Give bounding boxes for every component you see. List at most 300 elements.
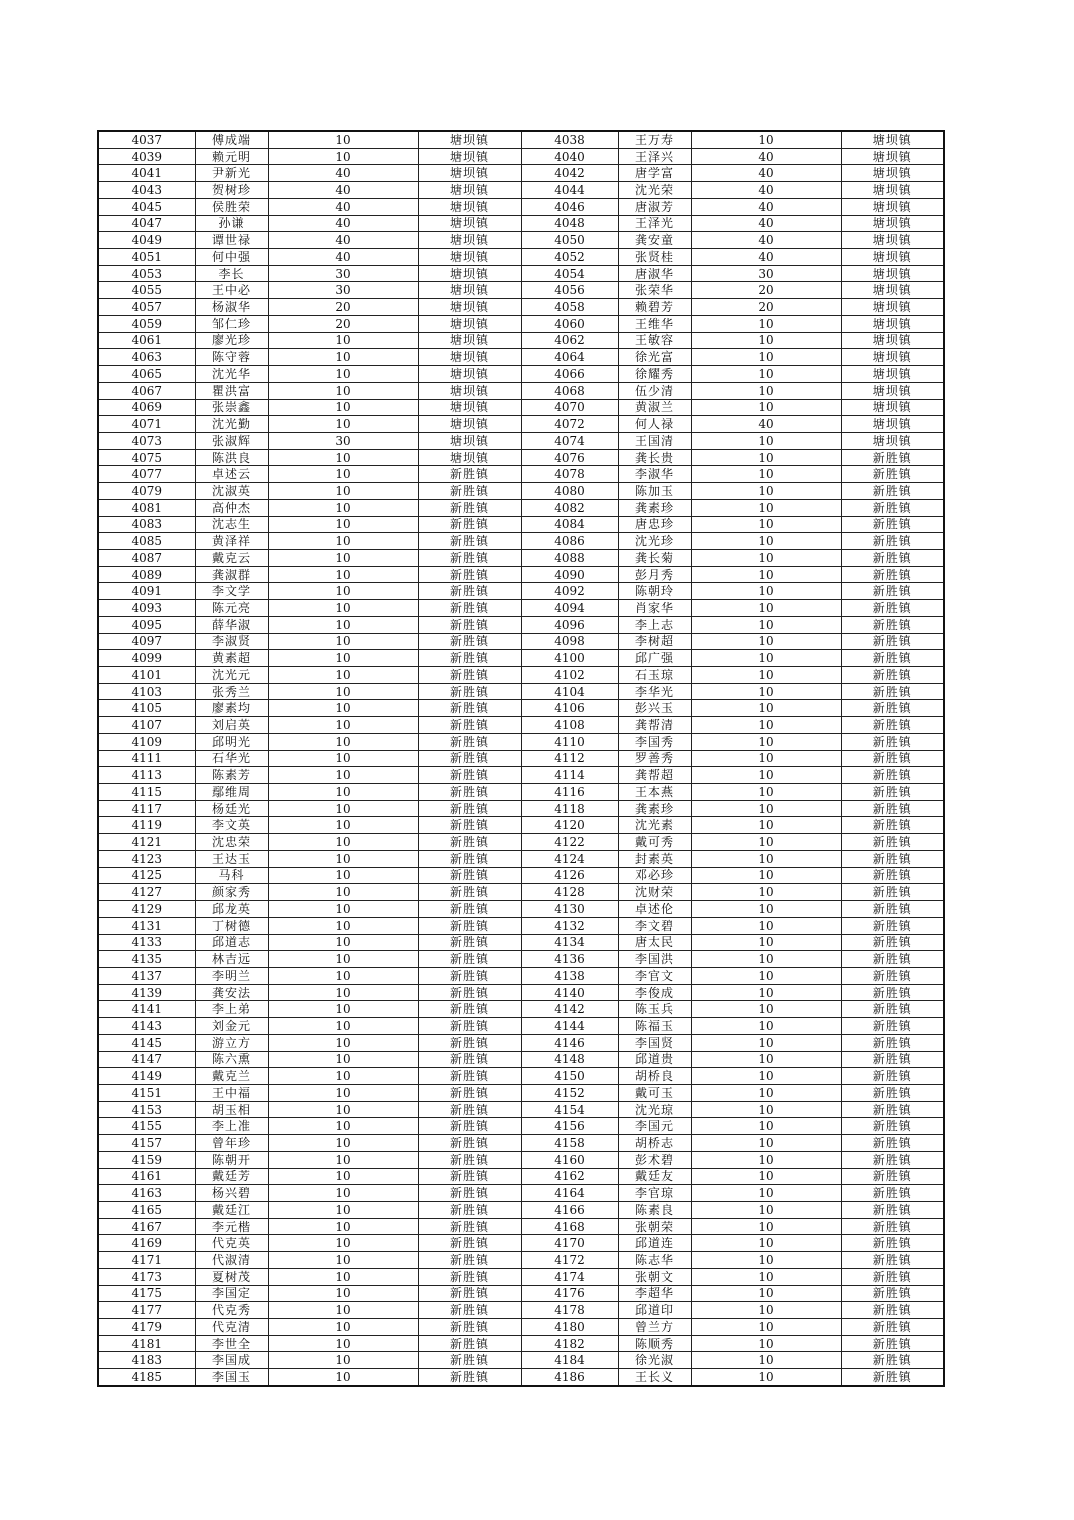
entry-number-cell: 4093 (98, 600, 195, 617)
person-name-cell: 代克英 (195, 1235, 268, 1252)
table-row (98, 399, 944, 416)
amount-cell: 10 (268, 449, 418, 466)
town-name-cell: 塘坝镇 (418, 215, 521, 232)
entry-number-cell: 4136 (521, 951, 618, 968)
person-name-cell: 李国洪 (618, 951, 691, 968)
person-name-cell: 王国清 (618, 432, 691, 449)
person-name-cell: 刘启英 (195, 717, 268, 734)
person-name-cell: 王维华 (618, 315, 691, 332)
town-name-cell: 新胜镇 (841, 1319, 944, 1336)
table-row (98, 767, 944, 784)
amount-cell: 40 (268, 198, 418, 215)
town-name-cell: 新胜镇 (841, 1118, 944, 1135)
person-name-cell: 陈元亮 (195, 600, 268, 617)
entry-number-cell: 4127 (98, 884, 195, 901)
amount-cell: 10 (691, 549, 841, 566)
entry-number-cell: 4043 (98, 182, 195, 199)
amount-cell: 10 (268, 533, 418, 550)
entry-number-cell: 4119 (98, 817, 195, 834)
town-name-cell: 新胜镇 (841, 499, 944, 516)
town-name-cell: 新胜镇 (418, 600, 521, 617)
person-name-cell: 彭月秀 (618, 566, 691, 583)
amount-cell: 30 (268, 432, 418, 449)
entry-number-cell: 4059 (98, 315, 195, 332)
table-row (98, 750, 944, 767)
town-name-cell: 新胜镇 (841, 583, 944, 600)
town-name-cell: 新胜镇 (841, 984, 944, 1001)
entry-number-cell: 4066 (521, 366, 618, 383)
person-name-cell: 夏树茂 (195, 1268, 268, 1285)
person-name-cell: 张淑辉 (195, 432, 268, 449)
person-name-cell: 陈玉兵 (618, 1001, 691, 1018)
person-name-cell: 沈光素 (618, 817, 691, 834)
entry-number-cell: 4072 (521, 416, 618, 433)
amount-cell: 10 (268, 1001, 418, 1018)
person-name-cell: 陈朝开 (195, 1151, 268, 1168)
amount-cell: 10 (268, 366, 418, 383)
table-row (98, 616, 944, 633)
table-row (98, 1034, 944, 1051)
amount-cell: 10 (268, 566, 418, 583)
amount-cell: 10 (268, 399, 418, 416)
table-row (98, 1001, 944, 1018)
entry-number-cell: 4170 (521, 1235, 618, 1252)
town-name-cell: 新胜镇 (418, 1101, 521, 1118)
person-name-cell: 沈财荣 (618, 884, 691, 901)
table-row (98, 1268, 944, 1285)
entry-number-cell: 4112 (521, 750, 618, 767)
table-row (98, 850, 944, 867)
entry-number-cell: 4164 (521, 1185, 618, 1202)
person-name-cell: 龚帮清 (618, 717, 691, 734)
amount-cell: 10 (691, 667, 841, 684)
amount-cell: 10 (691, 800, 841, 817)
amount-cell: 10 (691, 1118, 841, 1135)
entry-number-cell: 4133 (98, 934, 195, 951)
town-name-cell: 新胜镇 (841, 466, 944, 483)
entry-number-cell: 4086 (521, 533, 618, 550)
town-name-cell: 新胜镇 (418, 1235, 521, 1252)
entry-number-cell: 4088 (521, 549, 618, 566)
person-name-cell: 胡玉相 (195, 1101, 268, 1118)
table-row (98, 282, 944, 299)
town-name-cell: 新胜镇 (841, 700, 944, 717)
town-name-cell: 塘坝镇 (418, 399, 521, 416)
person-name-cell: 王万寿 (618, 131, 691, 148)
person-name-cell: 张荣华 (618, 282, 691, 299)
amount-cell: 10 (691, 717, 841, 734)
amount-cell: 10 (268, 600, 418, 617)
town-name-cell: 新胜镇 (841, 1018, 944, 1035)
entry-number-cell: 4040 (521, 148, 618, 165)
amount-cell: 10 (691, 884, 841, 901)
town-name-cell: 新胜镇 (418, 1018, 521, 1035)
town-name-cell: 塘坝镇 (418, 249, 521, 266)
person-name-cell: 张秀兰 (195, 683, 268, 700)
amount-cell: 40 (691, 148, 841, 165)
amount-cell: 10 (691, 650, 841, 667)
table-row (98, 934, 944, 951)
person-name-cell: 游立方 (195, 1034, 268, 1051)
town-name-cell: 塘坝镇 (841, 416, 944, 433)
entry-number-cell: 4085 (98, 533, 195, 550)
amount-cell: 10 (691, 366, 841, 383)
town-name-cell: 新胜镇 (418, 817, 521, 834)
amount-cell: 10 (691, 951, 841, 968)
person-name-cell: 龚素珍 (618, 800, 691, 817)
person-name-cell: 罗善秀 (618, 750, 691, 767)
amount-cell: 10 (691, 934, 841, 951)
table-row (98, 884, 944, 901)
amount-cell: 10 (268, 683, 418, 700)
amount-cell: 10 (268, 1335, 418, 1352)
entry-number-cell: 4179 (98, 1319, 195, 1336)
person-name-cell: 赖碧芳 (618, 299, 691, 316)
entry-number-cell: 4110 (521, 733, 618, 750)
entry-number-cell: 4163 (98, 1185, 195, 1202)
amount-cell: 10 (268, 951, 418, 968)
table-row (98, 1235, 944, 1252)
town-name-cell: 新胜镇 (841, 850, 944, 867)
amount-cell: 10 (691, 633, 841, 650)
entry-number-cell: 4060 (521, 315, 618, 332)
entry-number-cell: 4145 (98, 1034, 195, 1051)
person-name-cell: 张贤桂 (618, 249, 691, 266)
person-name-cell: 徐光富 (618, 349, 691, 366)
person-name-cell: 李上弟 (195, 1001, 268, 1018)
entry-number-cell: 4070 (521, 399, 618, 416)
entry-number-cell: 4061 (98, 332, 195, 349)
amount-cell: 40 (268, 215, 418, 232)
person-name-cell: 赖元明 (195, 148, 268, 165)
entry-number-cell: 4063 (98, 349, 195, 366)
amount-cell: 10 (268, 934, 418, 951)
town-name-cell: 新胜镇 (418, 533, 521, 550)
table-row (98, 566, 944, 583)
town-name-cell: 新胜镇 (841, 1051, 944, 1068)
person-name-cell: 龚淑群 (195, 566, 268, 583)
town-name-cell: 新胜镇 (418, 1352, 521, 1369)
amount-cell: 10 (691, 767, 841, 784)
town-name-cell: 新胜镇 (841, 884, 944, 901)
amount-cell: 10 (691, 432, 841, 449)
person-name-cell: 王泽光 (618, 215, 691, 232)
person-name-cell: 黄泽祥 (195, 533, 268, 550)
amount-cell: 10 (268, 1168, 418, 1185)
entry-number-cell: 4042 (521, 165, 618, 182)
entry-number-cell: 4155 (98, 1118, 195, 1135)
amount-cell: 10 (691, 1018, 841, 1035)
town-name-cell: 新胜镇 (418, 984, 521, 1001)
person-name-cell: 李超华 (618, 1285, 691, 1302)
amount-cell: 10 (268, 800, 418, 817)
amount-cell: 40 (268, 232, 418, 249)
entry-number-cell: 4185 (98, 1369, 195, 1386)
person-name-cell: 龚安童 (618, 232, 691, 249)
entry-number-cell: 4174 (521, 1268, 618, 1285)
table-row (98, 382, 944, 399)
entry-number-cell: 4180 (521, 1319, 618, 1336)
entry-number-cell: 4146 (521, 1034, 618, 1051)
entry-number-cell: 4149 (98, 1068, 195, 1085)
amount-cell: 10 (268, 1018, 418, 1035)
town-name-cell: 新胜镇 (841, 616, 944, 633)
table-row (98, 349, 944, 366)
town-name-cell: 塘坝镇 (418, 332, 521, 349)
table-row (98, 667, 944, 684)
person-name-cell: 沈光勤 (195, 416, 268, 433)
town-name-cell: 塘坝镇 (418, 148, 521, 165)
town-name-cell: 新胜镇 (841, 566, 944, 583)
town-name-cell: 新胜镇 (418, 733, 521, 750)
town-name-cell: 塘坝镇 (418, 449, 521, 466)
town-name-cell: 新胜镇 (841, 600, 944, 617)
entry-number-cell: 4050 (521, 232, 618, 249)
town-name-cell: 塘坝镇 (841, 249, 944, 266)
person-name-cell: 邱道志 (195, 934, 268, 951)
town-name-cell: 新胜镇 (418, 884, 521, 901)
entry-number-cell: 4132 (521, 917, 618, 934)
town-name-cell: 新胜镇 (418, 1135, 521, 1152)
town-name-cell: 新胜镇 (418, 1268, 521, 1285)
entry-number-cell: 4154 (521, 1101, 618, 1118)
person-name-cell: 沈光荣 (618, 182, 691, 199)
amount-cell: 10 (268, 850, 418, 867)
entry-number-cell: 4084 (521, 516, 618, 533)
town-name-cell: 新胜镇 (418, 583, 521, 600)
amount-cell: 10 (268, 583, 418, 600)
town-name-cell: 新胜镇 (418, 784, 521, 801)
town-name-cell: 塘坝镇 (841, 432, 944, 449)
town-name-cell: 塘坝镇 (841, 265, 944, 282)
amount-cell: 10 (691, 850, 841, 867)
person-name-cell: 龚长菊 (618, 549, 691, 566)
person-name-cell: 胡桥良 (618, 1068, 691, 1085)
person-name-cell: 曾兰方 (618, 1319, 691, 1336)
town-name-cell: 新胜镇 (841, 1302, 944, 1319)
entry-number-cell: 4115 (98, 784, 195, 801)
amount-cell: 10 (268, 1135, 418, 1152)
amount-cell: 10 (268, 884, 418, 901)
amount-cell: 10 (691, 1252, 841, 1269)
town-name-cell: 塘坝镇 (418, 282, 521, 299)
person-name-cell: 何中强 (195, 249, 268, 266)
town-name-cell: 新胜镇 (841, 633, 944, 650)
town-name-cell: 新胜镇 (841, 683, 944, 700)
town-name-cell: 塘坝镇 (418, 299, 521, 316)
amount-cell: 30 (268, 282, 418, 299)
town-name-cell: 新胜镇 (418, 1084, 521, 1101)
town-name-cell: 新胜镇 (841, 1235, 944, 1252)
roster-body (98, 131, 944, 1386)
entry-number-cell: 4067 (98, 382, 195, 399)
entry-number-cell: 4168 (521, 1218, 618, 1235)
town-name-cell: 新胜镇 (418, 767, 521, 784)
entry-number-cell: 4065 (98, 366, 195, 383)
town-name-cell: 塘坝镇 (841, 232, 944, 249)
person-name-cell: 李上志 (618, 616, 691, 633)
amount-cell: 10 (691, 1335, 841, 1352)
amount-cell: 10 (268, 1084, 418, 1101)
amount-cell: 10 (691, 516, 841, 533)
table-row (98, 951, 944, 968)
entry-number-cell: 4162 (521, 1168, 618, 1185)
entry-number-cell: 4069 (98, 399, 195, 416)
town-name-cell: 新胜镇 (841, 1218, 944, 1235)
table-row (98, 416, 944, 433)
person-name-cell: 代淑清 (195, 1252, 268, 1269)
town-name-cell: 新胜镇 (841, 483, 944, 500)
entry-number-cell: 4140 (521, 984, 618, 1001)
amount-cell: 10 (268, 483, 418, 500)
person-name-cell: 李国定 (195, 1285, 268, 1302)
town-name-cell: 新胜镇 (841, 951, 944, 968)
amount-cell: 10 (691, 449, 841, 466)
table-row (98, 332, 944, 349)
person-name-cell: 戴廷江 (195, 1202, 268, 1219)
entry-number-cell: 4089 (98, 566, 195, 583)
amount-cell: 10 (268, 499, 418, 516)
amount-cell: 20 (268, 299, 418, 316)
table-row (98, 1202, 944, 1219)
amount-cell: 10 (268, 1118, 418, 1135)
person-name-cell: 李明兰 (195, 967, 268, 984)
amount-cell: 10 (691, 834, 841, 851)
amount-cell: 10 (268, 1369, 418, 1386)
amount-cell: 10 (691, 382, 841, 399)
amount-cell: 10 (691, 583, 841, 600)
town-name-cell: 新胜镇 (841, 449, 944, 466)
amount-cell: 10 (268, 416, 418, 433)
town-name-cell: 新胜镇 (841, 1369, 944, 1386)
entry-number-cell: 4143 (98, 1018, 195, 1035)
table-row (98, 1135, 944, 1152)
person-name-cell: 李文英 (195, 817, 268, 834)
person-name-cell: 代克清 (195, 1319, 268, 1336)
table-row (98, 1218, 944, 1235)
entry-number-cell: 4102 (521, 667, 618, 684)
town-name-cell: 新胜镇 (418, 1302, 521, 1319)
person-name-cell: 彭兴玉 (618, 700, 691, 717)
entry-number-cell: 4134 (521, 934, 618, 951)
person-name-cell: 王敏容 (618, 332, 691, 349)
person-name-cell: 刘金元 (195, 1018, 268, 1035)
town-name-cell: 新胜镇 (418, 1335, 521, 1352)
town-name-cell: 新胜镇 (418, 951, 521, 968)
entry-number-cell: 4159 (98, 1151, 195, 1168)
entry-number-cell: 4090 (521, 566, 618, 583)
person-name-cell: 杨廷光 (195, 800, 268, 817)
entry-number-cell: 4054 (521, 265, 618, 282)
table-row (98, 1018, 944, 1035)
table-row (98, 1302, 944, 1319)
amount-cell: 10 (691, 1218, 841, 1235)
town-name-cell: 新胜镇 (418, 800, 521, 817)
town-name-cell: 塘坝镇 (418, 382, 521, 399)
table-row (98, 600, 944, 617)
amount-cell: 10 (268, 549, 418, 566)
person-name-cell: 龚素珍 (618, 499, 691, 516)
town-name-cell: 塘坝镇 (418, 349, 521, 366)
table-row (98, 215, 944, 232)
town-name-cell: 新胜镇 (841, 650, 944, 667)
table-row (98, 1168, 944, 1185)
town-name-cell: 新胜镇 (841, 1202, 944, 1219)
entry-number-cell: 4165 (98, 1202, 195, 1219)
entry-number-cell: 4135 (98, 951, 195, 968)
person-name-cell: 林吉远 (195, 951, 268, 968)
table-row (98, 1335, 944, 1352)
entry-number-cell: 4114 (521, 767, 618, 784)
entry-number-cell: 4104 (521, 683, 618, 700)
table-row (98, 1068, 944, 1085)
person-name-cell: 沈光元 (195, 667, 268, 684)
entry-number-cell: 4087 (98, 549, 195, 566)
person-name-cell: 王中必 (195, 282, 268, 299)
town-name-cell: 塘坝镇 (418, 165, 521, 182)
person-name-cell: 李国贤 (618, 1034, 691, 1051)
entry-number-cell: 4130 (521, 901, 618, 918)
entry-number-cell: 4126 (521, 867, 618, 884)
person-name-cell: 封素英 (618, 850, 691, 867)
amount-cell: 10 (691, 1084, 841, 1101)
entry-number-cell: 4156 (521, 1118, 618, 1135)
amount-cell: 10 (268, 733, 418, 750)
entry-number-cell: 4045 (98, 198, 195, 215)
entry-number-cell: 4083 (98, 516, 195, 533)
amount-cell: 10 (691, 750, 841, 767)
entry-number-cell: 4171 (98, 1252, 195, 1269)
entry-number-cell: 4123 (98, 850, 195, 867)
town-name-cell: 塘坝镇 (418, 315, 521, 332)
table-row (98, 1051, 944, 1068)
town-name-cell: 新胜镇 (418, 1001, 521, 1018)
table-row (98, 449, 944, 466)
town-name-cell: 新胜镇 (841, 1352, 944, 1369)
person-name-cell: 戴克兰 (195, 1068, 268, 1085)
amount-cell: 10 (268, 717, 418, 734)
amount-cell: 10 (691, 399, 841, 416)
entry-number-cell: 4098 (521, 633, 618, 650)
amount-cell: 10 (691, 700, 841, 717)
amount-cell: 10 (268, 349, 418, 366)
town-name-cell: 新胜镇 (841, 834, 944, 851)
table-row (98, 165, 944, 182)
entry-number-cell: 4053 (98, 265, 195, 282)
amount-cell: 10 (691, 1168, 841, 1185)
entry-number-cell: 4039 (98, 148, 195, 165)
amount-cell: 10 (691, 483, 841, 500)
amount-cell: 10 (268, 1268, 418, 1285)
town-name-cell: 塘坝镇 (841, 165, 944, 182)
table-row (98, 182, 944, 199)
amount-cell: 40 (691, 215, 841, 232)
amount-cell: 40 (268, 182, 418, 199)
amount-cell: 40 (268, 165, 418, 182)
person-name-cell: 唐淑芳 (618, 198, 691, 215)
amount-cell: 10 (691, 784, 841, 801)
town-name-cell: 新胜镇 (841, 1268, 944, 1285)
table-row (98, 366, 944, 383)
person-name-cell: 唐太民 (618, 934, 691, 951)
person-name-cell: 李官文 (618, 967, 691, 984)
person-name-cell: 邱道连 (618, 1235, 691, 1252)
entry-number-cell: 4097 (98, 633, 195, 650)
entry-number-cell: 4176 (521, 1285, 618, 1302)
town-name-cell: 塘坝镇 (418, 366, 521, 383)
amount-cell: 10 (691, 917, 841, 934)
town-name-cell: 新胜镇 (841, 1034, 944, 1051)
